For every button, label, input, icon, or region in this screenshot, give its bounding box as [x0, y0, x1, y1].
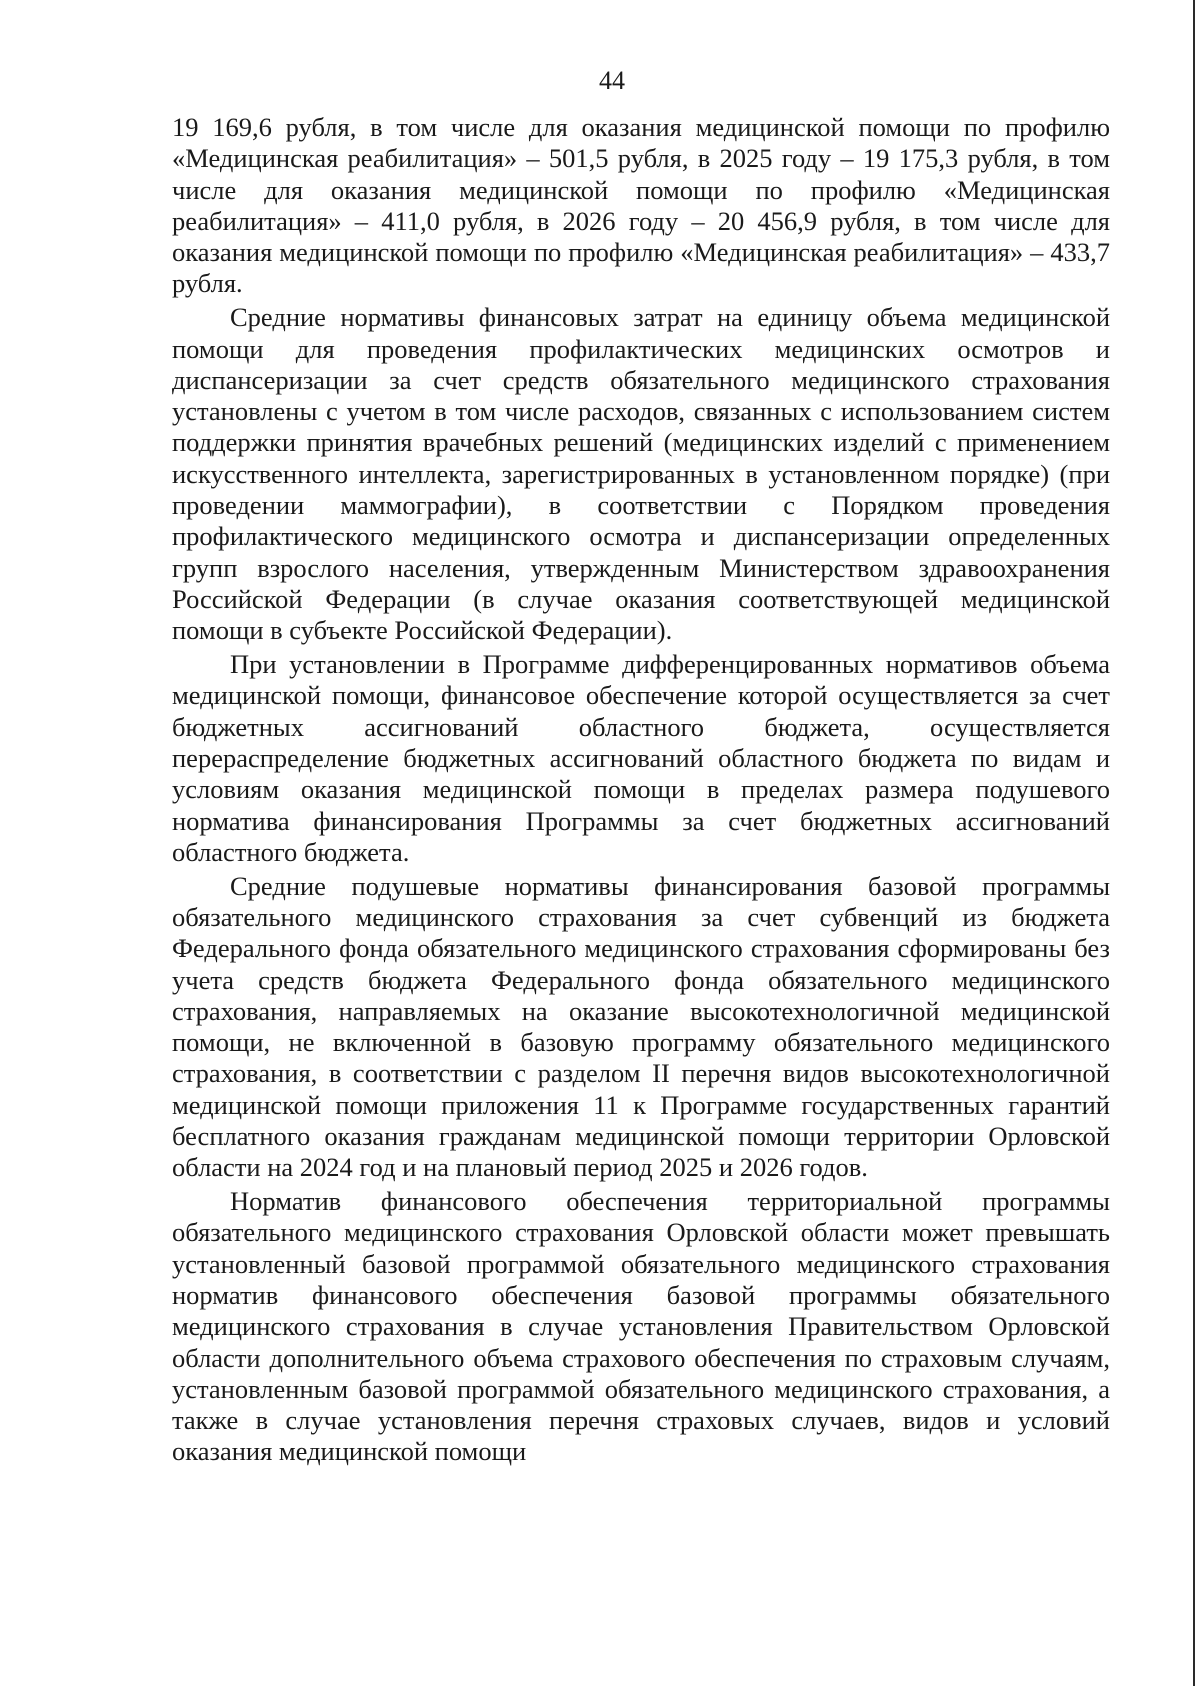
paragraph-continuation: 19 169,6 рубля, в том числе для оказания медицинской помощи по профилю «Медицинская реабилитация» – 501,5 рубля, в 2025 году – 19 175,3 рубля, в том числе для оказания медицинской помощи по профилю «Медицинская реабилитация» – 411,0 рубля, в 2026 году – 20 456,9 рубля, в том числе для оказания медицинской помощи по профилю «Медицинская реабилитация» – 433,7 рубля. [172, 112, 1110, 299]
paragraph-financial-standard: Норматив финансового обеспечения территориальной программы обязательного медицинского страхования Орловской области может превышать установленный базовой программой обязательного медицинского страхования норматив финансового обеспечения базовой программы обязательного медицинского страхования в случае установления Правительством Орловской области дополнительного объема страхового обеспечения по страховым случаям, установленным базовой программой обязательного медицинского страхования, а также в случае установления перечня страховых случаев, видов и условий оказания медицинской помощи [172, 1186, 1110, 1467]
paragraph-screening-standards: Средние нормативы финансовых затрат на единицу объема медицинской помощи для проведения профилактических медицинских осмотров и диспансеризации за счет средств обязательного медицинского страхования установлены с учетом в том числе расходов, связанных с использованием систем поддержки принятия врачебных решений (медицинских изделий с применением искусственного интеллекта, зарегистрированных в установленном порядке) (при проведении маммографии), в соответствии с Порядком проведения профилактического медицинского осмотра и диспансеризации определенных групп взрослого населения, утвержденным Министерством здравоохранения Российской Федерации (в случае оказания соответствующей медицинской помощи в субъекте Российской Федерации). [172, 302, 1110, 646]
page-number: 44 [599, 66, 625, 95]
paragraph-budget-redistribution: При установлении в Программе дифференцированных нормативов объема медицинской помощи, финансовое обеспечение которой осуществляется за счет бюджетных ассигнований областного бюджета, осуществляется перераспределение бюджетных ассигнований областного бюджета по видам и условиям оказания медицинской помощи в пределах размера подушевого норматива финансирования Программы за счет бюджетных ассигнований областного бюджета. [172, 649, 1110, 867]
document-body [172, 112, 1110, 1470]
page-edge-line [1193, 0, 1195, 1686]
paragraph-per-capita-standards: Средние подушевые нормативы финансирования базовой программы обязательного медицинского страхования за счет субвенций из бюджета Федерального фонда обязательного медицинского страхования сформированы без учета средств бюджета Федерального фонда обязательного медицинского страхования, направляемых на оказание высокотехнологичной медицинской помощи, не включенной в базовую программу обязательного медицинского страхования, в соответствии с разделом II перечня видов высокотехнологичной медицинской помощи приложения 11 к Программе государственных гарантий бесплатного оказания гражданам медицинской помощи территории Орловской области на 2024 год и на плановый период 2025 и 2026 годов. [172, 870, 1110, 1183]
